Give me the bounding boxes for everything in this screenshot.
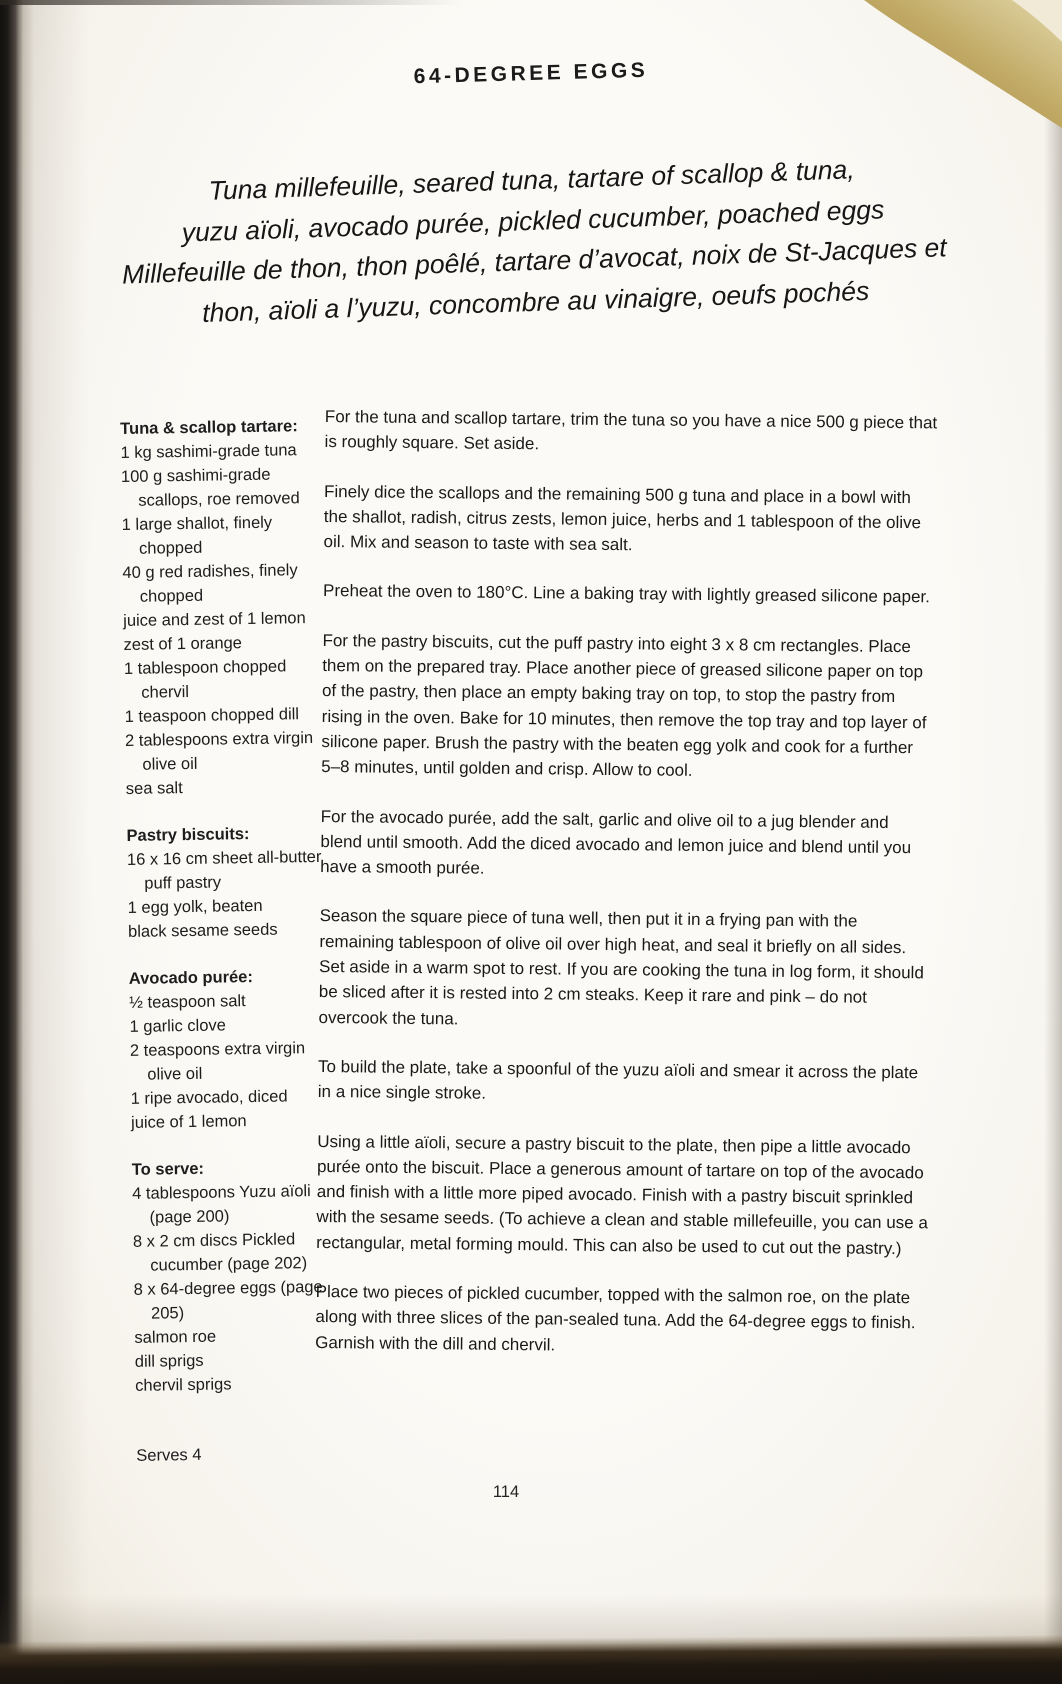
ingredient-item: chervil sprigs (135, 1375, 232, 1395)
ingredient-item: salmon roe (134, 1327, 217, 1347)
ingredient-item: 1 large shallot, finely chopped (121, 513, 273, 558)
ingredient-item: 100 g sashimi-grade scallops, roe removed (120, 465, 300, 510)
recipe-title (81, 145, 986, 337)
ingredient-section-4 (132, 1155, 344, 1398)
ingredient-section-3 (129, 964, 340, 1135)
recipe-title-line-fr: thon, aïoli a l’yuzu, concombre au vinaigre, oeufs pochés (201, 275, 870, 328)
ingredient-item: ½ teaspoon salt (129, 992, 246, 1012)
ingredient-section-1 (120, 414, 334, 801)
ingredient-item: juice and zest of 1 lemon (123, 609, 306, 630)
ingredient-item: 1 egg yolk, beaten (127, 896, 263, 917)
page-number: 114 (492, 1483, 520, 1501)
ingredient-item: sea salt (125, 779, 183, 798)
ingredient-item: 2 teaspoons extra virgin olive oil (129, 1039, 306, 1084)
ingredient-item: 1 tablespoon chopped chervil (123, 657, 287, 702)
ingredient-item: black sesame seeds (127, 920, 278, 941)
ingredient-item: 40 g red radishes, finely chopped (122, 561, 298, 606)
chapter-running-head: 64-DEGREE EGGS (413, 58, 649, 89)
ingredient-item: 1 ripe avocado, diced (130, 1087, 288, 1108)
method-paragraph: Season the square piece of tuna well, then put it in a frying pan with the remaining tablespoon of olive oil over high heat, and seal it briefly on all sides. Set aside in a warm spot to rest. If you are cooking the tuna in log form, it should be sliced after it is rested into 2 cm steaks. Keep it rare and pink – do not overcook the tuna. (318, 906, 924, 1029)
method-paragraph: For the avocado purée, add the salt, garlic and olive oil to a jug blender and blend until smooth. Add the diced avocado and lemon juice and blend until you have a smooth purée. (320, 806, 912, 878)
right-edge-shadow (1044, 0, 1062, 1684)
ingredient-item: 2 tablespoons extra virgin olive oil (124, 729, 314, 774)
method-paragraph: Finely dice the scallops and the remaining 500 g tuna and place in a bowl with the shallot, radish, citrus zests, lemon juice, herbs and 1 tablespoon of the olive oil. Mix and season to taste with sea salt. (323, 481, 922, 555)
ingredient-item: 4 tablespoons Yuzu aïoli (page 200) (132, 1182, 311, 1227)
ingredient-item: juice of 1 lemon (130, 1112, 247, 1132)
ingredient-section-heading: Avocado purée: (128, 967, 254, 988)
recipe-title-line-en: Tuna millefeuille, seared tuna, tartare of scallop & tuna, (208, 154, 856, 206)
method-paragraph: To build the plate, take a spoonful of the yuzu aïoli and smear it across the plate in a nice single stroke. (317, 1056, 919, 1103)
top-edge-shadow (0, 0, 460, 5)
ingredient-item: 8 x 2 cm discs Pickled cucumber (page 202) (132, 1230, 308, 1275)
ingredient-item: 1 garlic clove (129, 1016, 227, 1036)
ingredient-section-heading: Pastry biscuits: (126, 825, 250, 845)
serves-line: Serves 4 (136, 1445, 202, 1465)
book-spine-shadow (0, 0, 34, 1684)
method-paragraph: For the tuna and scallop tartare, trim the tuna so you have a nice 500 g piece that is roughly square. Set aside. (324, 406, 938, 454)
ingredient-item: 1 kg sashimi-grade tuna (120, 441, 297, 462)
ingredient-item: zest of 1 orange (123, 634, 243, 654)
ingredient-item: 8 x 64-degree eggs (page 205) (133, 1277, 323, 1323)
ingredient-item: 16 x 16 cm sheet all-butter puff pastry (126, 847, 322, 893)
ingredient-section-heading: To serve: (131, 1159, 205, 1179)
ingredient-item: 1 teaspoon chopped dill (124, 705, 300, 726)
ingredient-section-heading: Tuna & scallop tartare: (120, 417, 298, 438)
ingredients-column (120, 414, 344, 1468)
method-paragraph: Preheat the oven to 180°C. Line a baking tray with lightly greased silicone paper. (322, 581, 931, 607)
page-corner-curl (802, 0, 1062, 150)
recipe-title-line-fr: Millefeuille de thon, thon poêlé, tartare d’avocat, noix de St-Jacques et (121, 232, 948, 290)
method-paragraph: For the pastry biscuits, cut the puff pastry into eight 3 x 8 cm rectangles. Place them on the prepared tray. Place another piece of greased silicone paper on top of the pastry, then place an empty baking tray on top, to stop the pastry from rising in the oven. Bake for 10 minutes, then remove the top tray and top layer of silicone paper. Brush the pastry with the beaten egg yolk and cook for a further 5–8 minutes, until golden and crisp. Allow to cool. (321, 630, 927, 781)
bottom-scan-band (0, 1635, 1062, 1684)
recipe-title-line-en: yuzu aïoli, avocado purée, pickled cucumber, poached eggs (181, 193, 885, 248)
method-column (315, 404, 939, 1385)
ingredient-item: dill sprigs (134, 1351, 204, 1371)
ingredient-section-2 (126, 821, 336, 944)
method-paragraph: Using a little aïoli, secure a pastry biscuit to the plate, then pipe a little avocado purée onto the biscuit. Place a generous amount of tartare on top of the avocado and finish with a little more piped avocado. Finish with a pastry biscuit sprinkled with the sesame seeds. (To achieve a clean and stable millefeuille, you can use a rectangular, metal forming mould. This can also be used to cut out the pastry.) (316, 1131, 928, 1258)
method-paragraph: Place two pieces of pickled cucumber, topped with the salmon roe, on the plate along with three slices of the pan-sealed tuna. Add the 64-degree eggs to finish. Garnish with the dill and chervil. (315, 1281, 916, 1355)
